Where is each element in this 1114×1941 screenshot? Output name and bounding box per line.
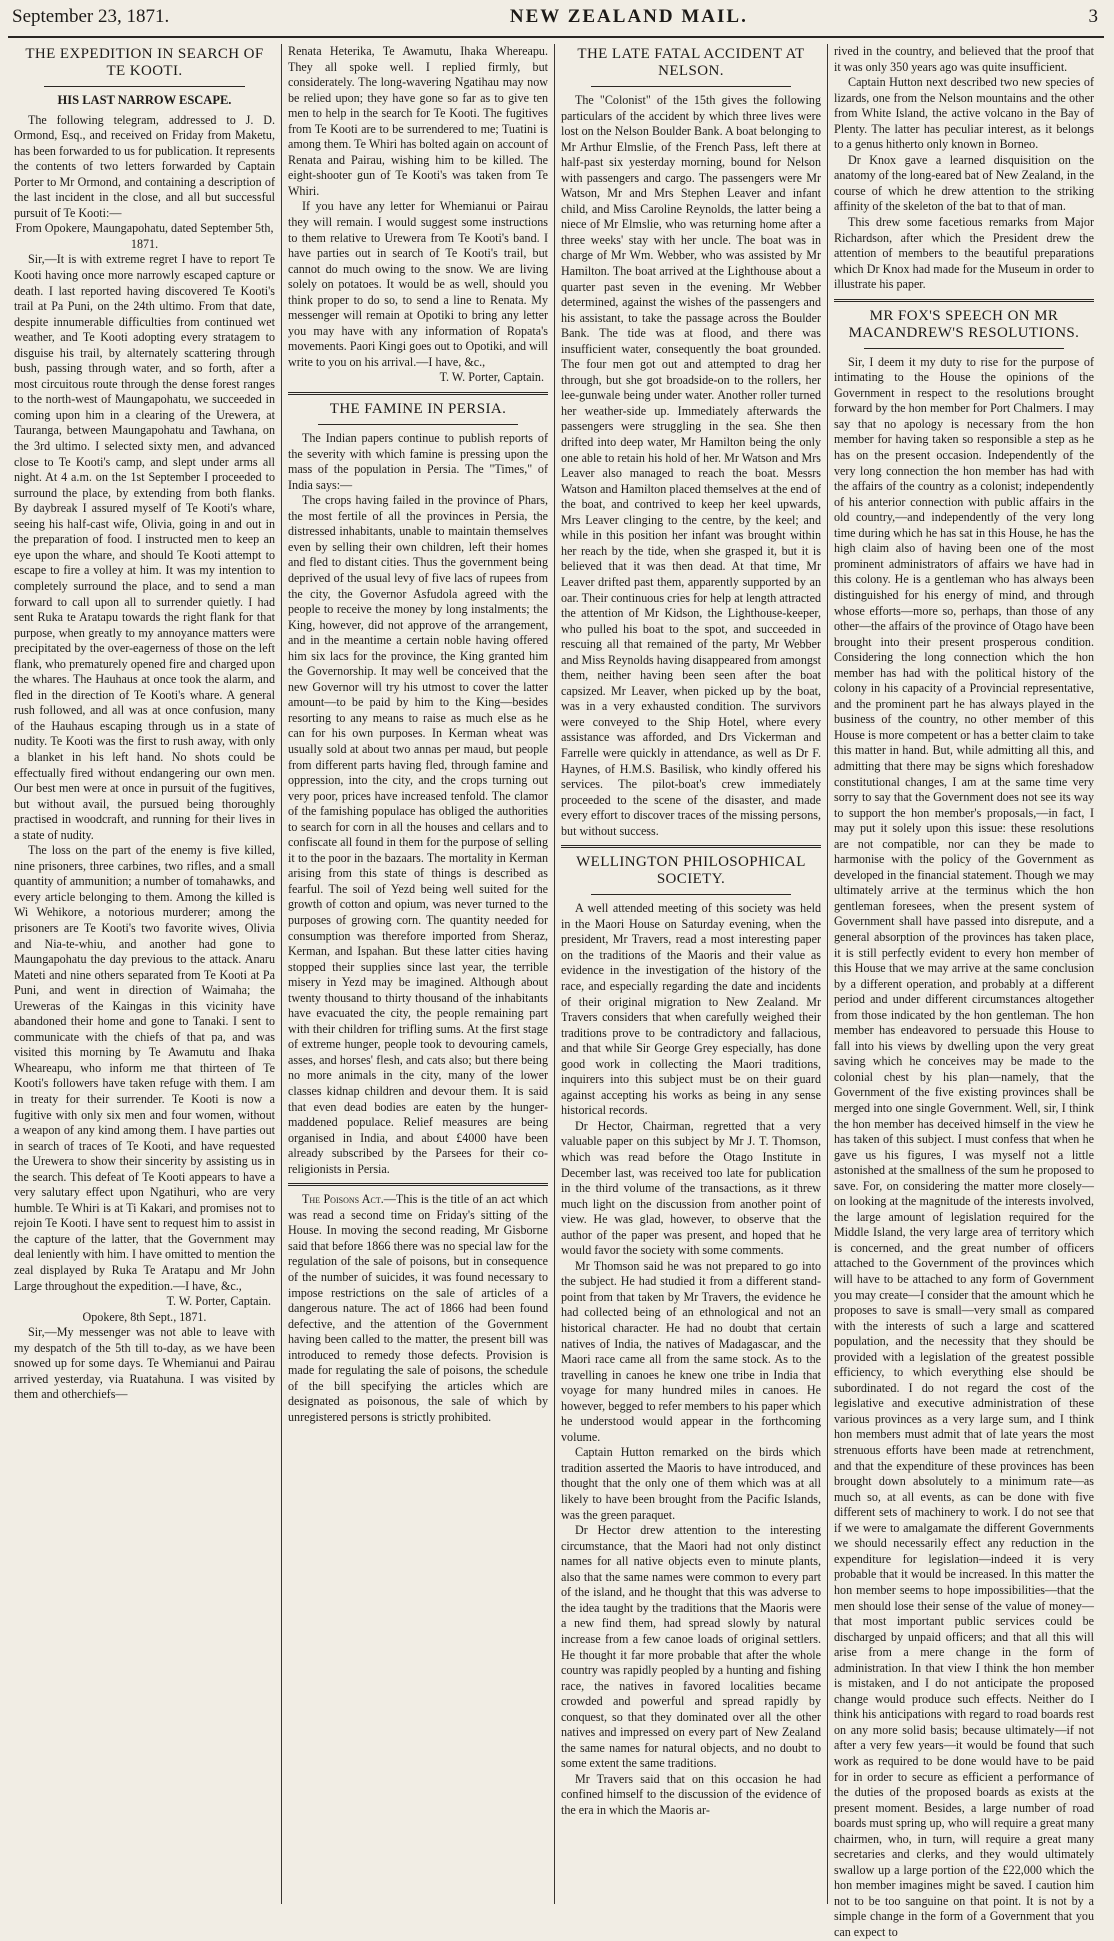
paragraph-text: —This is the title of an act which was read a second time on Friday's sitting of the House. In moving the second reading, Mr Gisborne said that before 1866 there was no special law for the regulation of the sale of poisons, but in consequence of the number of suicides, it was found necessary to impose restrictions on the sale of articles of a dangerous nature. The act of 1866 had been found defective, and the attention of the Government having been called to the matter, the present bill was introduced to remedy those defects. Provision is made for regulating the sale of poisons, the schedule of the bill specifying the articles which are designated as poisonous, the sale of which by unregistered persons is strictly prohibited. <box>288 1192 548 1424</box>
article-heading: THE FAMINE IN PERSIA. <box>329 401 507 418</box>
paragraph: Mr Thomson said he was not prepared to go into the subject. He had studied it from a different stand-point from that taken by Mr Travers, the evidence he had collected being of an ethnological and not an historical character. He had no doubt that certain natives of India, the natives of Madagascar, and the Maori race came all from the same stock. As to the travelling in canoes he knew one tribe in India that voyage for many hundred miles in canoes. He however, begged to refer members to his paper which he understood would appear in the forthcoming volume. <box>561 1258 821 1444</box>
divider <box>864 348 1064 349</box>
paragraph: The "Colonist" of the 15th gives the following particulars of the accident by which three lives were lost on the Nelson Boulder Bank. A boat belonging to Mr Arthur Elmslie, of the French Pass, left there at half-past six yesterday morning, bound for Nelson with passengers and cargo. The passengers were Mr Watson, Mr and Mrs Stephen Leaver and infant child, and Miss Caroline Reynolds, the latter being a niece of Mr Elmslie, who was returning home after a three weeks' stay with her uncle. The boat was in charge of Mr Wm. Webber, who was assisted by Mr Hamilton. The boat arrived at the Lighthouse about a quarter past seven in the evening. Mr Webber determined, against the wishes of the passengers and his assistant, to take the passage across the Boulder Bank. The tide was at flood, and there was insufficient water, consequently the boat grounded. The four men got out and attempted to drag her through, but she got broadside-on to the rollers, her lee-gunwale being under water. Another roller turned her weather-side up. Immediately afterwards the passengers were struggling in the sea. She then drifted into deep water, Mr Hamilton being the only one able to retain his hold of her. Mr Watson and Mrs Leaver also managed to reach the boat. Messrs Watson and Hamilton placed themselves at the end of the boat, and contrived to keep her keel upwards, Mrs Leaver clinging to the centre, by the keel; and while in this position her infant was brought within her reach by the tide, when she grasped it, but it is believed that it was then dead. At that time, Mr Leaver drifted past them, apparently supported by an oar. Their continuous cries for help at length attracted the attention of Mr Kidson, the Lighthouse-keeper, who pulled his boat to the spot, and succeeded in rescuing all that remained of the party, Mr Webber and Miss Reynolds having disappeared from amongst them, neither having been seen after the boat capsized. Mr Leaver, when picked up by the boat, was in a very exhausted condition. The survivors were conveyed to the Ship Hotel, where every assistance was afforded, and Drs Vickerman and Farrelle were quickly in attendance, as well as Dr F. Haynes, of H.M.S. Basilisk, who kindly offered his services. The pilot-boat's crew immediately proceeded to the scene of the disaster, and made every effort to discover traces of the missing persons, but without success. <box>561 93 821 838</box>
divider <box>591 894 791 895</box>
paragraph: Sir,—It is with extreme regret I have to report Te Kooti having once more narrowly escaped capture or death. I last reported having discovered Te Kooti's trail at Pa Puni, on the 24th ultimo. From that date, despite innumerable difficulties from continued wet weather, and Te Kooti adopting every stratagem to disguise his trail, by alternately scattering through bush, passing through water, and so forth, after a most circuitous route through the dense forest ranges to the north-west of Maungapohatu, we succeeded in coming upon him in a clearing of the Urewera, at Tauranga, between Maungapohatu and Tawhana, on the 3rd ultimo. I selected sixty men, and advanced close to Te Kooti's camp, and slept under arms all night. At 4 a.m. on the 1st September I proceeded to surround the place, by extending from both flanks. By daybreak I assured myself of Te Kooti's whare, seeing his half-cast wife, Olivia, going in and out in the preparation of food. I instructed men to keep an eye upon the whare, and should Te Kooti attempt to escape to fire a volley at him. It was my intention to completely surround the place, and to send a man forward to call upon all to surrender quietly. I had sent Ruka te Aratapu towards the right flank for that purpose, when greatly to my annoyance matters were precipitated by the over-eagerness of those on the left flank, who prematurely opened fire and charged upon the whares. The Hauhaus at once took the alarm, and fled in the direction of Te Kooti's whare. A general rush followed, and all was at once confusion, many of the Hauhaus escaping through us in a state of nudity. Te Kooti was the first to rush away, with only a blanket in his left hand. No shots could be effectually fired without endangering our own men. Our best men were at once in pursuit of the fugitives, but without avail, the pursued being thoroughly practised in woodcraft, and running for their lives in a state of nudity. <box>14 252 275 842</box>
column-4 <box>827 44 1100 1939</box>
divider <box>561 845 821 848</box>
paragraph: Dr Hector drew attention to the interesting circumstance, that the Maori had not only distinct names for all native objects even to minute plants, also that the same names were common to every part of the island, and he thought that this was adverse to the idea taught by the traditions that the Maoris were a new find them, had spread slowly by natural increase from a few canoe loads of original settlers. He thought it far more probable that after the whole country was rapidly peopled by a hunting and fishing race, the natives in favored localities became crowded and powerful and spread rapidly by conquest, so that they dominated over all the other natives and impressed on every part of New Zealand the same names for natural objects, and no doubt to some extent the same traditions. <box>561 1523 821 1771</box>
paragraph: Sir,—My messenger was not able to leave with my despatch of the 5th till to-day, as we have been snowed up for some days. Te Whemianui and Pairau arrived yesterday, via Ruatahuna. I was visited by them and otherchiefs— <box>14 1325 275 1402</box>
dateline: Opokere, 8th Sept., 1871. <box>82 1309 207 1324</box>
divider <box>44 86 245 87</box>
divider <box>591 86 791 87</box>
column-3 <box>554 44 827 1904</box>
masthead <box>8 6 1104 38</box>
article-subheading: HIS LAST NARROW ESCAPE. <box>57 93 232 107</box>
article-heading: WELLINGTON PHILOSOPHICAL SOCIETY. <box>576 854 806 888</box>
paragraph: rived in the country, and believed that the proof that it was only 350 years ago was quite insufficient. <box>834 44 1094 74</box>
paragraph: A well attended meeting of this society was held in the Maori House on Saturday evening, when the president, Mr Travers, read a most interesting paper on the traditions of the Maoris and their value as evidence in the investigation of the history of the race, and especially regarding the date and incidents of their original migration to New Zealand. Mr Travers considers that when carefully weighed their traditions prove to be contradictory and fallacious, and that while Sir George Grey especially, has done good work in collecting the Maori traditions, inquirers into this subject must be on their guard against accepting his works as being in any sense historical records. <box>561 901 821 1118</box>
issue-date: September 23, 1871. <box>12 6 170 27</box>
paragraph: The crops having failed in the province of Phars, the most fertile of all the provinces in Persia, the distressed inhabitants, unable to maintain themselves even by selling their own children, left their homes and fled to distant cities. Thus the government being deprived of the usual levy of five lacs of rupees from the city, the Governor Asfudola agreed with the people to receive the money by long instalments; the King, however, did not approve of the arrangement, and in the meantime a certain noble having offered him six lacs for the province, the King granted him the Governorship. It may well be conceived that the new Governor will try his utmost to cover the latter amount—to be paid by him to the King—besides resorting to any means to raise as much else as he can for his own purposes. In Kerman wheat was usually sold at about two annas per maud, but people from different parts having fled, through famine and oppression, into the city, and the crops turning out very poor, prices have increased tenfold. The clamor of the famishing populace has obliged the authorities to search for corn in all the houses and cellars and to confiscate all found in them for the purpose of selling it to the poor in the bazaars. The mortality in Kerman arising from this state of things is described as fearful. The soil of Yezd being well suited for the growth of cotton and opium, was never turned to the purposes of growing corn. The quantity needed for consumption was therefore imported from Sheraz, Kerman, and Ispahan. But these latter cities having stopped their supplies since last year, the terrible misery in Yezd may be imagined. Although about twenty thousand to thirty thousand of the inhabitants have evacuated the city, the people remaining part with their children for trifling sums. At the first stage of extreme hunger, people took to devouring camels, asses, and horses' flesh, and cats also; but there being no more animals in the city, many of the lower classes kidnap children and devour them. It is said that even dead bodies are eaten by the hunger-maddened populace. Relief measures are being organised in India, and about £4000 have been already subscribed by the Parsees for their co-religionists in Persia. <box>288 493 548 1176</box>
columns <box>8 44 1104 1939</box>
signature: T. W. Porter, Captain. <box>439 370 544 385</box>
column-2 <box>281 44 554 1904</box>
paragraph: Dr Hector, Chairman, regretted that a very valuable paper on this subject by Mr J. T. Thomson, which was read before the Otago Institute in December last, was received too late for publication in the third volume of the transactions, as it threw much light on the discussion from another point of view. He was glad, however, to observe that the author of the paper was present, and hoped that he would favor the society with some comments. <box>561 1118 821 1258</box>
paragraph: If you have any letter for Whemianui or Pairau they will remain. I would suggest some instructions to them relative to Urewera from Te Kooti's band. I have parties out in search of Te Kooti's trail, but cannot do much owing to the snow. We are living solely on potatoes. It would be as well, should you think proper to do so, to send a line to Renata. My messenger will remain at Opotiki to bring any letter you may have with any information of Ropata's movements. Paori Kingi goes out to Opotiki, and will write to you on his arrival.—I have, &c., <box>288 199 548 369</box>
column-1 <box>8 44 281 1904</box>
paragraph: Sir, I deem it my duty to rise for the purpose of intimating to the House the opinions of the Government in respect to the resolutions brought forward by the hon member for Port Chalmers. I may say that no apology is necessary from the hon member for having taken so responsible a step as he has on the present occasion. Independently of the very long connection the hon member has had with the affairs of the country as a colonist; independently of his anterior connection with public affairs in the old country,—and independently of the very long time during which he has sat in this House, he has the high claim also of having been one of the most prominent administrators of affairs we have had in this colony. He is a gentleman who has always been distinguished for his energy of mind, and through whose efforts—more so, perhaps, than those of any other—the affairs of the province of Otago have been brought into their present prosperous condition. Considering the long connection which the hon member has had with the political history of the colony in his capacity of a Provincial representative, and the prominent part he has always played in the business of the country, no other member of this House is more competent or has a better claim to take this matter in hand. But, while admitting all this, and admitting that there may be signs which foreshadow constitutional changes, I am at the same time very sorry to say that the Government does not see its way to support the hon member's proposals,—in fact, I may put it solely upon this issue: these resolutions are not compatible, nor can they be made to harmonise with the policy of the Government as developed in the financial statement. Though we may ultimately arrive at the terminus which the hon gentleman foresees, when the present system of Government shall have passed into disrepute, and a general absorption of the provinces has taken place, it is still perfectly evident to every hon member of this House that we may arrive at the same conclusion by a different operation, and probably at a different period and under different circumstances altogether from those indicated by the hon gentleman. The hon member has endeavored to persuade this House to fall into his views by dwelling upon the very great saving which he conceives may be made to the colonial chest by his plan—namely, that the Government of the five existing provinces shall be merged into one single Government. Well, sir, I think the hon member has deceived himself in the view he has taken of this subject. I must confess that when he gave us his figures, I was myself not a little astonished at the smallness of the sum he proposed to save. For, on considering the matter more closely—on looking at the magnitude of the interests involved, the large amount of legislation required for the Middle Island, the very large area of territory which is concerned, and the great number of officers attached to the Government of the provinces which will have to be attached to any form of Government you may create—I consider that the amount which he proposes to save is small—very small as compared with the interests of such a large and scattered population, and the necessity that they should be provided with a legislation of the greatest possible efficiency, to which everything else should be subordinated. I do not regard the cost of the legislative and executive administration of these various provinces as a very large sum, and I think hon members must admit that of late years the most strenuous efforts have been made at retrenchment, and that the expenditure of these provinces has been brought down absolutely to a minimum rate—as much so, at all events, as can be done with five different sets of machinery to work. I do not see that if we were to amalgamate the different Governments we should necessarily effect any reduction in the expenditure for legislation—indeed it is very probable that it would be increased. In this matter the hon member seems to hope impossibilities—that the men should lose their sense of the value of money—that most important public services could be discharged by unpaid officers; and that all this will arise from a mere change in the form of administration. In that view I think the hon member is mistaken, and I do not anticipate the proposed change would produce such effects. Neither do I think his anticipations with regard to road boards rest on any more solid basis; because ultimately—if not after a very few years—it would be found that such work as required to be done would have to be paid for in order to secure as efficient a performance of the duties of the proposed boards as exists at the present moment. Besides, a large number of road boards must spring up, who will require a great many chairmen, who, in turn, will require a great many secretaries and clerks, and they would ultimately swallow up a large portion of the £22,000 which the hon member imagines might be saved. I caution him not to be too sanguine on that point. It is not by a simple change in the form of a Government that you can expect to <box>834 354 1094 1939</box>
page-number: 3 <box>1088 6 1098 27</box>
dateline: From Opokere, Maungapohatu, dated September 5th, 1871. <box>15 221 274 251</box>
paragraph: Captain Hutton next described two new species of lizards, one from the Nelson mountains and the other from White Island, the active volcano in the Bay of Plenty. The latter has peculiar interest, as it belongs to a genus hitherto only known in Borneo. <box>834 75 1094 152</box>
divider <box>288 1183 548 1186</box>
paragraph: The Indian papers continue to publish reports of the severity with which famine is pressing upon the mass of the population in Persia. The "Times," of India says:— <box>288 431 548 492</box>
paragraph: Dr Knox gave a learned disquisition on the anatomy of the long-eared bat of New Zealand, in the course of which he drew attention to the striking affinity of the skeleton of the bat to that of man. <box>834 152 1094 214</box>
divider <box>318 424 518 425</box>
paragraph: The loss on the part of the enemy is five killed, nine prisoners, three carbines, two rifles, and a small quantity of ammunition; a number of tomahawks, and every article belonging to them. Among the killed is Wi Wehikore, a notorious murderer; among the prisoners are Te Kooti's two favorite wives, Olivia and Nia-te-whiu, and another had gone to Maungapohatu the day previous to the attack. Anaru Mateti and nine others separated from Te Kooti at Pa Puni, and went in direction of Waimaha; the Ureweras of the Kaingas in this vicinity have abandoned their home and gone to Tanaki. I sent to communicate with the chiefs of that pa, and was visited this morning by Te Awamutu and Ihaka Wheareapu, who inform me that thirteen of Te Kooti's followers have taken refuge with them. I am in treaty for their surrender. Te Kooti is now a fugitive with only six men and four women, without a weapon of any kind among them. I have parties out in search of traces of Te Kooti, and have requested the Urewera to show their sincerity by assisting us in the search. This defeat of Te Kooti appears to have a very salutary effect upon Ngatihuri, who are very humble. Te Whiri is at Ti Kakari, and promises not to rejoin Te Kooti. I have sent to request him to assist in the capture of the latter, that the Government may deal leniently with him. I have omitted to mention the zeal displayed by Ruka Te Aratapu and Mr John Large throughout the expedition.—I have, &c., <box>14 843 275 1293</box>
paper-title: NEW ZEALAND MAIL. <box>509 6 748 27</box>
article-heading: THE EXPEDITION IN SEARCH OF TE KOOTI. <box>25 46 264 79</box>
divider <box>288 392 548 395</box>
paragraph: Mr Travers said that on this occasion he had confined himself to the discussion of the evidence of the era in which the Maoris ar- <box>561 1771 821 1817</box>
article-heading: MR FOX'S SPEECH ON MR MACANDREW'S RESOLUTIONS. <box>848 307 1080 341</box>
run-in-heading: The Poisons Act. <box>302 1192 384 1207</box>
paragraph <box>288 1192 548 1425</box>
divider <box>834 299 1094 302</box>
paragraph: This drew some facetious remarks from Major Richardson, after which the President drew the attention of members to the beautiful preparations which Dr Knox had made for the Museum in order to illustrate his paper. <box>834 215 1094 292</box>
paragraph: Renata Heterika, Te Awamutu, Ihaka Whereapu. They all spoke well. I replied firmly, but considerately. The long-wavering Ngatihau may now be relied upon; they have gone so far as to give ten men to help in the search for Te Kooti. The fugitives from Te Kooti are to be surrendered to me; Tuatini is among them. Te Whiri has bolted again on account of Renata and Pairau, wishing him to be killed. The eight-shooter gun of Te Kooti's was taken from Te Whiri. <box>288 44 548 198</box>
signature: T. W. Porter, Captain. <box>166 1294 271 1309</box>
paragraph: Captain Hutton remarked on the birds which tradition asserted the Maoris to have introduced, and thought that the only one of them which was at all likely to have been brought from the Pacific Islands, was the green paraquet. <box>561 1445 821 1522</box>
paragraph: The following telegram, addressed to J. D. Ormond, Esq., and received on Friday from Maketu, has been forwarded to us for publication. It represents the contents of two letters forwarded by Captain Porter to Mr Ormond, and containing a description of the last incident in the close, and all but successful pursuit of Te Kooti:— <box>14 112 275 220</box>
article-heading: THE LATE FATAL ACCIDENT AT NELSON. <box>577 46 805 79</box>
